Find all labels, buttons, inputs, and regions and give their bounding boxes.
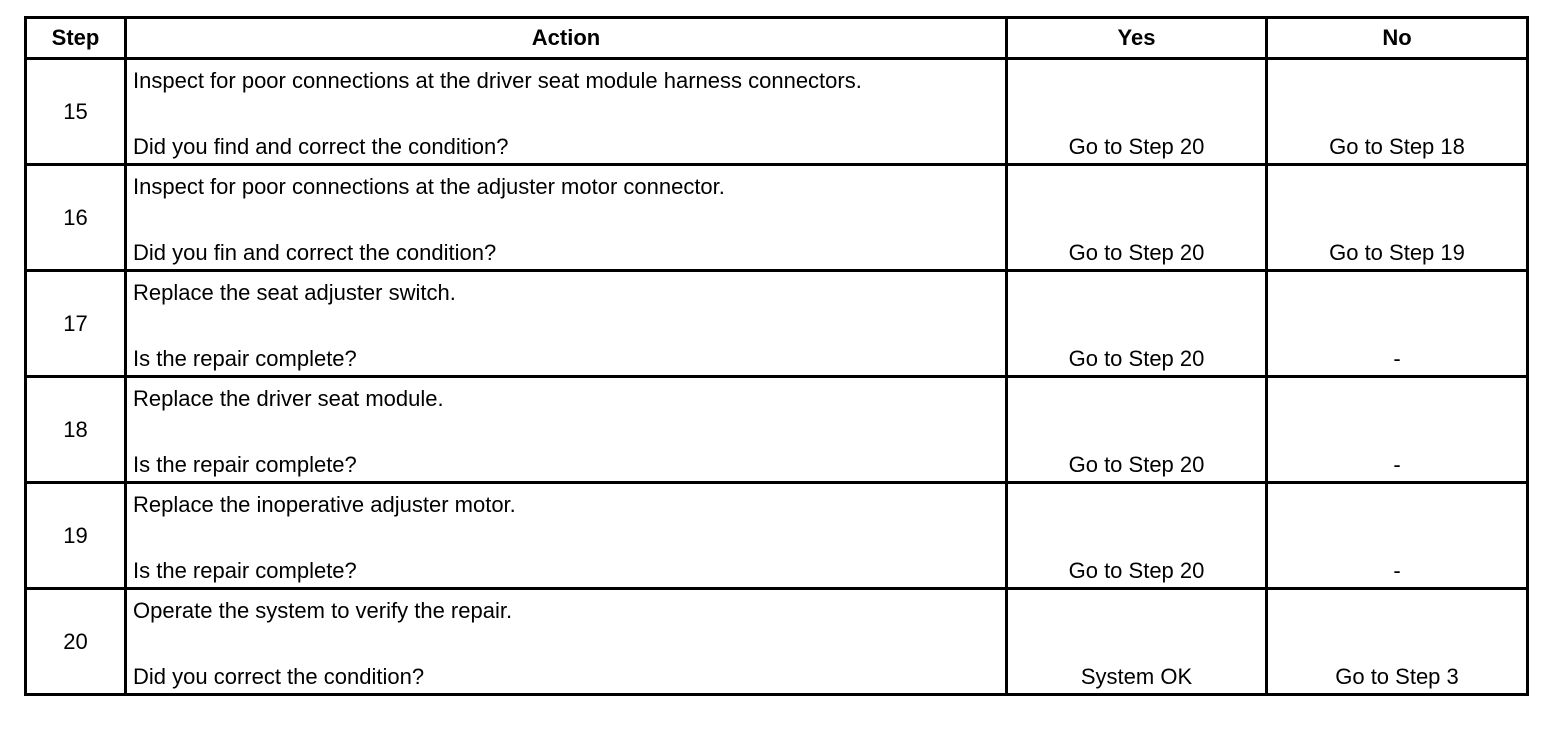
yes-result-cell [1007, 165, 1267, 271]
no-result-cell [1267, 165, 1528, 271]
step-number: 20 [26, 589, 126, 695]
no-result: Go to Step 3 [1335, 664, 1459, 689]
action-question: Is the repair complete? [133, 452, 357, 477]
no-result-cell [1267, 59, 1528, 165]
header-step: Step [26, 18, 126, 59]
yes-result: System OK [1080, 664, 1193, 689]
no-result-cell [1267, 377, 1528, 483]
no-result-cell [1267, 589, 1528, 695]
action-instruction: Operate the system to verify the repair. [133, 598, 513, 623]
action-instruction: Inspect for poor connections at the adjuster motor connector. [133, 174, 725, 199]
yes-result-cell [1007, 483, 1267, 589]
action-instruction: Replace the seat adjuster switch. [133, 280, 456, 305]
action-cell [126, 59, 1007, 165]
table-row [26, 271, 1528, 377]
no-result: Go to Step 19 [1329, 240, 1465, 265]
action-cell [126, 271, 1007, 377]
action-cell [126, 483, 1007, 589]
table-row [26, 165, 1528, 271]
action-cell [126, 377, 1007, 483]
yes-result: Go to Step 20 [1068, 134, 1205, 159]
table-header-row [26, 18, 1528, 59]
action-instruction: Replace the driver seat module. [133, 386, 444, 411]
action-question: Is the repair complete? [133, 558, 357, 583]
table-row [26, 589, 1528, 695]
no-result: - [1393, 346, 1401, 371]
step-number: 15 [26, 59, 126, 165]
no-result: Go to Step 18 [1329, 134, 1465, 159]
table-row [26, 59, 1528, 165]
table-row [26, 377, 1528, 483]
action-instruction: Replace the inoperative adjuster motor. [133, 492, 516, 517]
yes-result-cell [1007, 377, 1267, 483]
diagnostic-table-container [24, 16, 1529, 696]
no-result: - [1393, 452, 1401, 477]
yes-result: Go to Step 20 [1068, 240, 1205, 265]
action-question: Did you find and correct the condition? [133, 134, 509, 159]
no-result-cell [1267, 271, 1528, 377]
diagnostic-steps-table [24, 16, 1529, 696]
action-cell [126, 165, 1007, 271]
yes-result-cell [1007, 589, 1267, 695]
action-cell [126, 589, 1007, 695]
header-no: No [1267, 18, 1528, 59]
header-yes: Yes [1007, 18, 1267, 59]
yes-result-cell [1007, 59, 1267, 165]
action-question: Did you fin and correct the condition? [133, 240, 497, 265]
yes-result: Go to Step 20 [1068, 452, 1205, 477]
yes-result-cell [1007, 271, 1267, 377]
action-question: Is the repair complete? [133, 346, 357, 371]
step-number: 16 [26, 165, 126, 271]
yes-result: Go to Step 20 [1068, 346, 1205, 371]
yes-result: Go to Step 20 [1068, 558, 1205, 583]
no-result-cell [1267, 483, 1528, 589]
step-number: 19 [26, 483, 126, 589]
step-number: 18 [26, 377, 126, 483]
action-instruction: Inspect for poor connections at the driver seat module harness connectors. [133, 68, 862, 93]
no-result: - [1393, 558, 1401, 583]
header-action: Action [126, 18, 1007, 59]
step-number: 17 [26, 271, 126, 377]
action-question: Did you correct the condition? [133, 664, 425, 689]
table-row [26, 483, 1528, 589]
